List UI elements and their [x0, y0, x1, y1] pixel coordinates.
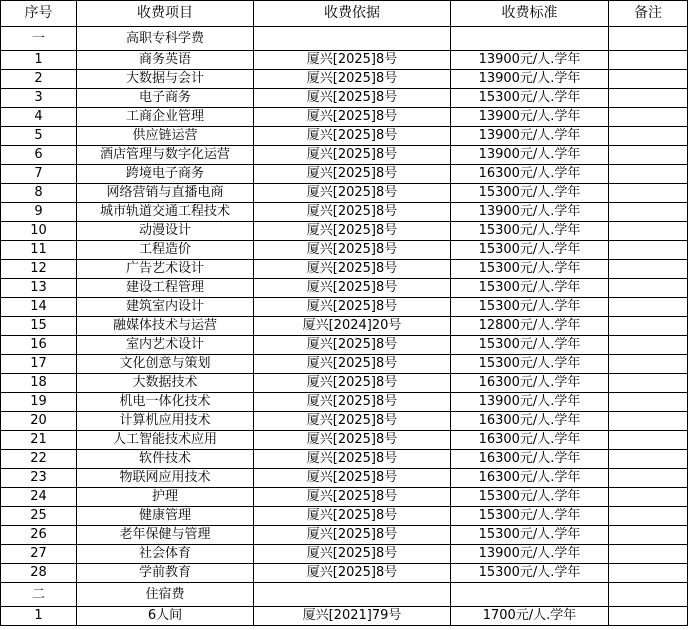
- table-row: [1, 374, 688, 393]
- row-standard: 16300元/人.学年: [451, 431, 609, 450]
- row-remark: [609, 545, 688, 564]
- row-item: 广告艺术设计: [77, 260, 254, 279]
- row-standard: 16300元/人.学年: [451, 374, 609, 393]
- row-basis: 厦兴[2025]8号: [254, 450, 451, 469]
- row-basis: 厦兴[2025]8号: [254, 279, 451, 298]
- section-row: [1, 583, 688, 607]
- table-row: [1, 260, 688, 279]
- row-remark: [609, 298, 688, 317]
- row-index: 27: [1, 545, 77, 564]
- row-item: 商务英语: [77, 51, 254, 70]
- row-standard: 15300元/人.学年: [451, 89, 609, 108]
- row-basis: 厦兴[2025]8号: [254, 431, 451, 450]
- row-standard: 13900元/人.学年: [451, 51, 609, 70]
- row-item: 人工智能技术应用: [77, 431, 254, 450]
- table-row: [1, 70, 688, 89]
- row-basis: 厦兴[2025]8号: [254, 488, 451, 507]
- row-index: 25: [1, 507, 77, 526]
- row-item: 建设工程管理: [77, 279, 254, 298]
- row-standard: 1700元/人.学年: [451, 607, 609, 626]
- row-standard: 15300元/人.学年: [451, 336, 609, 355]
- row-basis: 厦兴[2025]8号: [254, 260, 451, 279]
- section-index: 二: [1, 583, 77, 607]
- row-item: 工商企业管理: [77, 108, 254, 127]
- row-remark: [609, 317, 688, 336]
- table-row: [1, 317, 688, 336]
- header-index: 序号: [1, 1, 77, 27]
- table-row: [1, 488, 688, 507]
- row-standard: 16300元/人.学年: [451, 469, 609, 488]
- row-remark: [609, 607, 688, 626]
- row-standard: 15300元/人.学年: [451, 507, 609, 526]
- row-standard: 15300元/人.学年: [451, 488, 609, 507]
- row-remark: [609, 469, 688, 488]
- row-index: 6: [1, 146, 77, 165]
- row-standard: 13900元/人.学年: [451, 127, 609, 146]
- row-index: 19: [1, 393, 77, 412]
- row-item: 城市轨道交通工程技术: [77, 203, 254, 222]
- row-item: 室内艺术设计: [77, 336, 254, 355]
- row-basis: 厦兴[2025]8号: [254, 203, 451, 222]
- row-basis: 厦兴[2025]8号: [254, 393, 451, 412]
- row-basis: 厦兴[2025]8号: [254, 374, 451, 393]
- row-item: 跨境电子商务: [77, 165, 254, 184]
- row-standard: 13900元/人.学年: [451, 146, 609, 165]
- row-remark: [609, 336, 688, 355]
- row-item: 文化创意与策划: [77, 355, 254, 374]
- row-item: 老年保健与管理: [77, 526, 254, 545]
- row-index: 28: [1, 564, 77, 583]
- row-item: 酒店管理与数字化运营: [77, 146, 254, 165]
- row-basis: 厦兴[2025]8号: [254, 241, 451, 260]
- row-item: 网络营销与直播电商: [77, 184, 254, 203]
- row-standard: 15300元/人.学年: [451, 222, 609, 241]
- row-remark: [609, 108, 688, 127]
- row-standard: 15300元/人.学年: [451, 184, 609, 203]
- row-item: 大数据与会计: [77, 70, 254, 89]
- header-item: 收费项目: [77, 1, 254, 27]
- row-basis: 厦兴[2025]8号: [254, 526, 451, 545]
- row-remark: [609, 355, 688, 374]
- row-index: 4: [1, 108, 77, 127]
- row-index: 24: [1, 488, 77, 507]
- row-standard: 15300元/人.学年: [451, 564, 609, 583]
- row-index: 8: [1, 184, 77, 203]
- row-item: 物联网应用技术: [77, 469, 254, 488]
- section-basis-cell: [254, 583, 451, 607]
- row-basis: 厦兴[2025]8号: [254, 70, 451, 89]
- row-basis: 厦兴[2025]8号: [254, 222, 451, 241]
- section-title: 高职专科学费: [77, 27, 254, 51]
- row-item: 建筑室内设计: [77, 298, 254, 317]
- row-index: 3: [1, 89, 77, 108]
- section-index: 一: [1, 27, 77, 51]
- row-remark: [609, 507, 688, 526]
- row-index: 11: [1, 241, 77, 260]
- row-item: 融媒体技术与运营: [77, 317, 254, 336]
- row-index: 17: [1, 355, 77, 374]
- row-index: 9: [1, 203, 77, 222]
- row-index: 1: [1, 607, 77, 626]
- row-standard: 15300元/人.学年: [451, 241, 609, 260]
- row-basis: 厦兴[2025]8号: [254, 412, 451, 431]
- row-standard: 15300元/人.学年: [451, 526, 609, 545]
- header-row: [1, 1, 688, 27]
- row-remark: [609, 222, 688, 241]
- table-row: [1, 393, 688, 412]
- row-standard: 15300元/人.学年: [451, 279, 609, 298]
- row-standard: 15300元/人.学年: [451, 298, 609, 317]
- row-item: 供应链运营: [77, 127, 254, 146]
- row-basis: 厦兴[2025]8号: [254, 355, 451, 374]
- row-standard: 13900元/人.学年: [451, 203, 609, 222]
- row-basis: 厦兴[2025]8号: [254, 507, 451, 526]
- table-row: [1, 146, 688, 165]
- row-basis: 厦兴[2025]8号: [254, 165, 451, 184]
- row-index: 10: [1, 222, 77, 241]
- row-basis: 厦兴[2025]8号: [254, 51, 451, 70]
- section-standard-cell: [451, 583, 609, 607]
- row-standard: 16300元/人.学年: [451, 412, 609, 431]
- row-index: 26: [1, 526, 77, 545]
- row-remark: [609, 450, 688, 469]
- row-standard: 16300元/人.学年: [451, 450, 609, 469]
- row-basis: 厦兴[2021]79号: [254, 607, 451, 626]
- row-remark: [609, 526, 688, 545]
- table-row: [1, 298, 688, 317]
- table-row: [1, 279, 688, 298]
- table-row: [1, 165, 688, 184]
- row-remark: [609, 260, 688, 279]
- table-row: [1, 241, 688, 260]
- table-row: [1, 222, 688, 241]
- row-remark: [609, 51, 688, 70]
- row-item: 工程造价: [77, 241, 254, 260]
- row-item: 电子商务: [77, 89, 254, 108]
- table-row: [1, 203, 688, 222]
- row-item: 动漫设计: [77, 222, 254, 241]
- row-standard: 13900元/人.学年: [451, 108, 609, 127]
- row-basis: 厦兴[2025]8号: [254, 564, 451, 583]
- row-remark: [609, 241, 688, 260]
- row-remark: [609, 89, 688, 108]
- row-item: 社会体育: [77, 545, 254, 564]
- row-basis: 厦兴[2025]8号: [254, 469, 451, 488]
- table-row: [1, 607, 688, 626]
- row-remark: [609, 127, 688, 146]
- row-standard: 16300元/人.学年: [451, 165, 609, 184]
- table-row: [1, 450, 688, 469]
- table-row: [1, 526, 688, 545]
- header-remark: 备注: [609, 1, 688, 27]
- section-remark-cell: [609, 583, 688, 607]
- table-row: [1, 184, 688, 203]
- table-row: [1, 507, 688, 526]
- row-index: 21: [1, 431, 77, 450]
- row-basis: 厦兴[2025]8号: [254, 545, 451, 564]
- row-basis: 厦兴[2025]8号: [254, 146, 451, 165]
- row-index: 18: [1, 374, 77, 393]
- section-title: 住宿费: [77, 583, 254, 607]
- row-basis: 厦兴[2025]8号: [254, 298, 451, 317]
- row-standard: 13900元/人.学年: [451, 70, 609, 89]
- header-basis: 收费依据: [254, 1, 451, 27]
- table-row: [1, 469, 688, 488]
- row-remark: [609, 431, 688, 450]
- row-index: 1: [1, 51, 77, 70]
- row-remark: [609, 165, 688, 184]
- row-remark: [609, 146, 688, 165]
- fee-table-body: [1, 1, 688, 626]
- row-remark: [609, 488, 688, 507]
- row-standard: 15300元/人.学年: [451, 355, 609, 374]
- row-index: 7: [1, 165, 77, 184]
- row-remark: [609, 412, 688, 431]
- row-index: 22: [1, 450, 77, 469]
- row-remark: [609, 564, 688, 583]
- row-item: 软件技术: [77, 450, 254, 469]
- table-row: [1, 431, 688, 450]
- row-standard: 15300元/人.学年: [451, 260, 609, 279]
- row-basis: 厦兴[2025]8号: [254, 89, 451, 108]
- table-row: [1, 355, 688, 374]
- section-row: [1, 27, 688, 51]
- row-basis: 厦兴[2025]8号: [254, 184, 451, 203]
- row-basis: 厦兴[2025]8号: [254, 127, 451, 146]
- row-index: 2: [1, 70, 77, 89]
- row-basis: 厦兴[2025]8号: [254, 108, 451, 127]
- table-row: [1, 545, 688, 564]
- row-basis: 厦兴[2025]8号: [254, 336, 451, 355]
- table-row: [1, 51, 688, 70]
- row-remark: [609, 393, 688, 412]
- table-row: [1, 108, 688, 127]
- row-index: 12: [1, 260, 77, 279]
- row-index: 15: [1, 317, 77, 336]
- row-item: 计算机应用技术: [77, 412, 254, 431]
- row-index: 20: [1, 412, 77, 431]
- section-standard-cell: [451, 27, 609, 51]
- row-item: 机电一体化技术: [77, 393, 254, 412]
- row-index: 13: [1, 279, 77, 298]
- row-item: 护理: [77, 488, 254, 507]
- row-standard: 13900元/人.学年: [451, 545, 609, 564]
- row-basis: 厦兴[2024]20号: [254, 317, 451, 336]
- row-index: 16: [1, 336, 77, 355]
- section-basis-cell: [254, 27, 451, 51]
- row-index: 23: [1, 469, 77, 488]
- row-remark: [609, 203, 688, 222]
- table-row: [1, 127, 688, 146]
- table-row: [1, 336, 688, 355]
- table-row: [1, 412, 688, 431]
- row-item: 健康管理: [77, 507, 254, 526]
- row-item: 大数据技术: [77, 374, 254, 393]
- row-item: 6人间: [77, 607, 254, 626]
- row-remark: [609, 279, 688, 298]
- row-standard: 12800元/人.学年: [451, 317, 609, 336]
- row-standard: 13900元/人.学年: [451, 393, 609, 412]
- section-remark-cell: [609, 27, 688, 51]
- row-remark: [609, 374, 688, 393]
- table-row: [1, 89, 688, 108]
- row-index: 5: [1, 127, 77, 146]
- table-row: [1, 564, 688, 583]
- header-standard: 收费标准: [451, 1, 609, 27]
- row-index: 14: [1, 298, 77, 317]
- row-item: 学前教育: [77, 564, 254, 583]
- row-remark: [609, 184, 688, 203]
- row-remark: [609, 70, 688, 89]
